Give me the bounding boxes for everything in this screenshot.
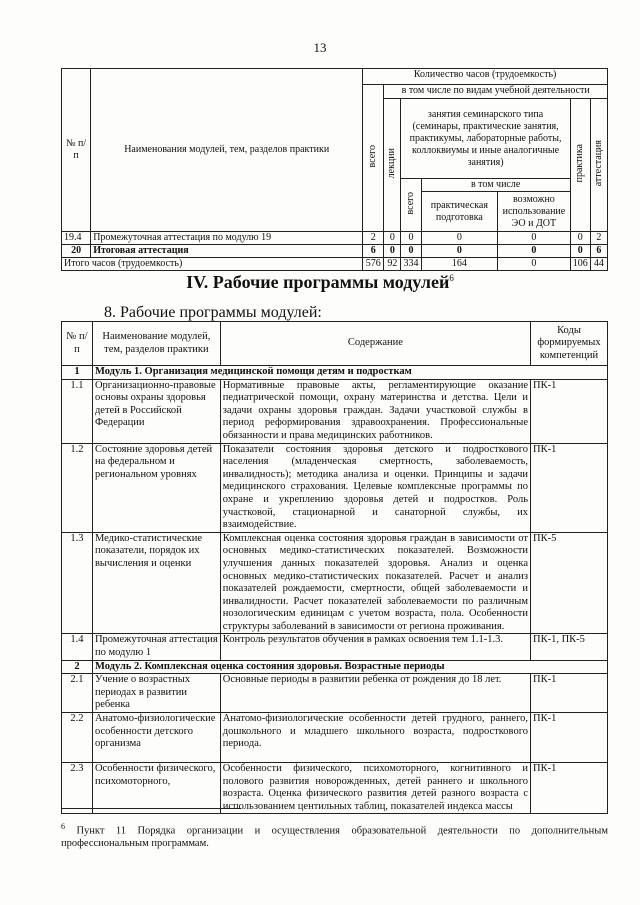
subsection-title: 8. Рабочие программы модулей:: [104, 304, 322, 321]
total-row: Итого часов (трудоемкость) 576 92 334 164 0 106 44: [62, 258, 608, 271]
table-row: 1.4 Промежуточная аттестация по модулю 1 Контроль результатов обучения в рамках освоения тем 1.1-1.3. ПК-1, ПК-5: [62, 634, 608, 660]
table-row: 2.3 Особенности физического, психомоторного, Особенности физического, психомоторного, когнитивного и полового развития новорожденных, детей раннего и школьного возраста. Оценка физического развития детей разного возраста с использованием центильных таблиц, показателей индекса массы ПК-1: [62, 763, 608, 814]
table-row: 1.1 Организационно-правовые основы охраны здоровья детей в Российской Федерации Нормативные правовые акты, регламентирующие оказание педиатрической помощи, охрану материнства и детства. Цели и задачи охраны здоровья граждан. Задачи участковой службы в период реформирования здравоохранения. Профессиональные обязанности и права медицинских работников. ПК-1: [62, 379, 608, 443]
header-eo: возможно использование ЭО и ДОТ: [498, 192, 571, 232]
footnote-mark: 6: [61, 822, 65, 831]
module-row: 2 Модуль 2. Комплексная оценка состояния здоровья. Возрастные периоды: [62, 660, 608, 674]
footnote-divider: [61, 808, 241, 809]
header-name: Наименование модулей, тем, разделов практики: [92, 322, 220, 366]
header-name: Наименования модулей, тем, разделов практики: [91, 69, 363, 232]
table-row: 1.2 Состояние здоровья детей на федеральном и региональном уровнях Показатели состояния здоровья детского и подросткового населения (младенческая смертность, заболеваемость, инвалидность); методика анализа и оценки. Принципы и задачи медицинского страхования. Целевые комплексные программы по охране и укреплению здоровья детей и подростков. Роль участковой, стационарной и санаторной службы, их взаимодействие. ПК-1: [62, 443, 608, 532]
table-row: 2.1 Учение о возрастных периодах в развитии ребенка Основные периоды в развитии ребенка от рождения до 18 лет. ПК-1: [62, 674, 608, 713]
header-seminar: занятия семинарского типа (семинары, практические занятия, практикумы, лабораторные работы, коллоквиумы и иные аналогичные занятия): [401, 99, 570, 179]
table-row: 2.2 Анатомо-физиологические особенности детского организма Анатомо-физиологические особенности детей грудного, раннего, дошкольного и младшего школьного возраста, подросткового периода. ПК-1: [62, 713, 608, 763]
header-attestation: аттестация: [590, 99, 607, 232]
header-practice: практика: [570, 99, 590, 232]
hours-table: [61, 68, 608, 271]
module-row: 1 Модуль 1. Организация медицинской помощи детям и подросткам: [62, 366, 608, 380]
modules-table: [61, 321, 608, 814]
header-including: в том числе: [421, 179, 570, 192]
page-number: 13: [313, 40, 327, 55]
header-codes: Коды формируемых компетенций: [531, 322, 608, 366]
header-lectures: лекции: [384, 99, 401, 232]
footnote: [61, 822, 608, 851]
footnote-ref: 6: [449, 273, 454, 283]
header-vsego2: всего: [401, 179, 421, 232]
section-title: IV. Рабочие программы модулей$^6$: [186, 272, 454, 292]
table-row: 19.4 Промежуточная аттестация по модулю 19 2 0 0 0 0 0 2: [62, 232, 608, 245]
header-total-hours: Количество часов (трудоемкость): [363, 69, 608, 85]
header-by-type: в том числе по видам учебной деятельности: [384, 85, 608, 99]
table-row: 20 Итоговая аттестация 6 0 0 0 0 0 6: [62, 245, 608, 258]
header-practical: практическая подготовка: [421, 192, 498, 232]
footnote-text: Пункт 11 Порядка организации и осуществления образовательной деятельности по дополнительным профессиональным программам.: [61, 825, 608, 850]
header-num: № п/п: [62, 69, 91, 232]
table-row: 1.3 Медико-статистические показатели, порядок их вычисления и оценки Комплексная оценка состояния здоровья граждан в зависимости от основных медико-статистических показателей. Возможности улучшения данных показателей здоровья. Анализ и оценка основных медико-статистических показателей. Расчет и анализ показателей рождаемости, смертности, общей заболеваемости и инвалидности. Расчет показателей заболеваемости по различным нозологическим единицам с учетом возраста, пола. Особенности структуры заболеваний в зависимости от региона проживания. ПК-5: [62, 532, 608, 634]
header-vsego: всего: [363, 85, 384, 232]
header-num: № п/п: [62, 322, 93, 366]
header-content: Содержание: [220, 322, 530, 366]
